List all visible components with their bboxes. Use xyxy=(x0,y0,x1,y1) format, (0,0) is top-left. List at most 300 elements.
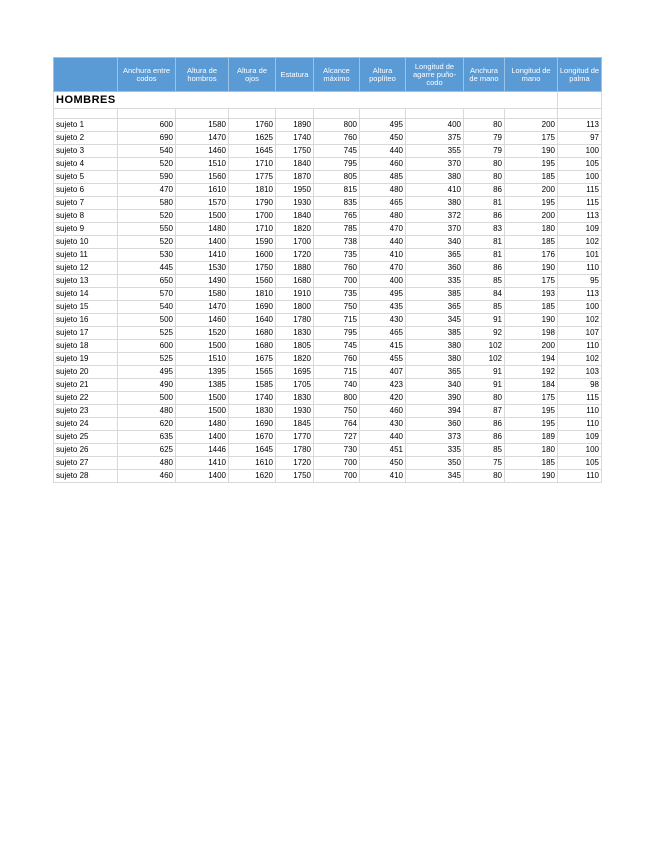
value-cell: 735 xyxy=(314,249,360,262)
value-cell: 190 xyxy=(505,145,558,158)
subject-label-cell: sujeto 3 xyxy=(54,145,118,158)
table-row xyxy=(54,431,602,444)
subject-label-cell: sujeto 9 xyxy=(54,223,118,236)
value-cell: 700 xyxy=(314,470,360,483)
value-cell: 430 xyxy=(360,418,406,431)
value-cell: 635 xyxy=(118,431,176,444)
value-cell: 1680 xyxy=(229,327,276,340)
value-cell: 185 xyxy=(505,171,558,184)
value-cell: 110 xyxy=(558,470,602,483)
subject-label-cell: sujeto 23 xyxy=(54,405,118,418)
table-row xyxy=(54,249,602,262)
subject-label-cell: sujeto 26 xyxy=(54,444,118,457)
value-cell: 400 xyxy=(406,119,464,132)
value-cell: 1690 xyxy=(229,418,276,431)
value-cell: 1845 xyxy=(276,418,314,431)
value-cell: 100 xyxy=(558,444,602,457)
value-cell: 460 xyxy=(360,405,406,418)
value-cell: 80 xyxy=(464,119,505,132)
value-cell: 1625 xyxy=(229,132,276,145)
value-cell: 365 xyxy=(406,249,464,262)
value-cell: 1400 xyxy=(176,470,229,483)
value-cell: 91 xyxy=(464,366,505,379)
header-cell-blank xyxy=(54,58,118,92)
value-cell: 1670 xyxy=(229,431,276,444)
value-cell: 115 xyxy=(558,392,602,405)
value-cell: 440 xyxy=(360,236,406,249)
value-cell: 103 xyxy=(558,366,602,379)
value-cell: 1580 xyxy=(176,119,229,132)
header-cell: Altura poplíteo xyxy=(360,58,406,92)
value-cell: 380 xyxy=(406,340,464,353)
value-cell: 1510 xyxy=(176,158,229,171)
value-cell: 1820 xyxy=(276,223,314,236)
value-cell: 430 xyxy=(360,314,406,327)
value-cell: 540 xyxy=(118,301,176,314)
value-cell: 750 xyxy=(314,301,360,314)
value-cell: 86 xyxy=(464,184,505,197)
value-cell: 200 xyxy=(505,184,558,197)
table-row xyxy=(54,262,602,275)
value-cell: 83 xyxy=(464,223,505,236)
subject-label-cell: sujeto 13 xyxy=(54,275,118,288)
header-cell: Anchura de mano xyxy=(464,58,505,92)
value-cell: 495 xyxy=(360,288,406,301)
value-cell: 1400 xyxy=(176,236,229,249)
value-cell: 1930 xyxy=(276,405,314,418)
value-cell: 110 xyxy=(558,262,602,275)
value-cell: 102 xyxy=(558,236,602,249)
value-cell: 102 xyxy=(558,353,602,366)
value-cell: 1610 xyxy=(229,457,276,470)
value-cell: 195 xyxy=(505,405,558,418)
value-cell: 1645 xyxy=(229,444,276,457)
value-cell: 465 xyxy=(360,197,406,210)
value-cell: 1930 xyxy=(276,197,314,210)
value-cell: 189 xyxy=(505,431,558,444)
table-row xyxy=(54,392,602,405)
value-cell: 380 xyxy=(406,197,464,210)
table-row xyxy=(54,145,602,158)
value-cell: 97 xyxy=(558,132,602,145)
subject-label-cell: sujeto 14 xyxy=(54,288,118,301)
value-cell: 485 xyxy=(360,171,406,184)
value-cell: 550 xyxy=(118,223,176,236)
value-cell: 1500 xyxy=(176,210,229,223)
value-cell: 86 xyxy=(464,210,505,223)
value-cell: 80 xyxy=(464,392,505,405)
value-cell: 690 xyxy=(118,132,176,145)
value-cell: 805 xyxy=(314,171,360,184)
value-cell: 80 xyxy=(464,171,505,184)
value-cell: 1805 xyxy=(276,340,314,353)
value-cell: 355 xyxy=(406,145,464,158)
value-cell: 470 xyxy=(360,223,406,236)
value-cell: 95 xyxy=(558,275,602,288)
value-cell: 394 xyxy=(406,405,464,418)
value-cell: 735 xyxy=(314,288,360,301)
subject-label-cell: sujeto 6 xyxy=(54,184,118,197)
value-cell: 407 xyxy=(360,366,406,379)
value-cell: 85 xyxy=(464,444,505,457)
value-cell: 1530 xyxy=(176,262,229,275)
header-cell: Anchura entre codos xyxy=(118,58,176,92)
value-cell: 1810 xyxy=(229,288,276,301)
value-cell: 113 xyxy=(558,288,602,301)
value-cell: 390 xyxy=(406,392,464,405)
value-cell: 620 xyxy=(118,418,176,431)
table-row xyxy=(54,197,602,210)
value-cell: 115 xyxy=(558,184,602,197)
table-row xyxy=(54,288,602,301)
table-row xyxy=(54,418,602,431)
value-cell: 192 xyxy=(505,366,558,379)
header-cell: Longitud de agarre puño-codo xyxy=(406,58,464,92)
value-cell: 80 xyxy=(464,470,505,483)
value-cell: 1840 xyxy=(276,210,314,223)
table-row xyxy=(54,457,602,470)
header-cell: Altura de hombros xyxy=(176,58,229,92)
value-cell: 470 xyxy=(360,262,406,275)
table-row xyxy=(54,327,602,340)
value-cell: 600 xyxy=(118,119,176,132)
value-cell: 1460 xyxy=(176,314,229,327)
table-row xyxy=(54,132,602,145)
value-cell: 795 xyxy=(314,158,360,171)
value-cell: 465 xyxy=(360,327,406,340)
table-row xyxy=(54,379,602,392)
value-cell: 1446 xyxy=(176,444,229,457)
value-cell: 1500 xyxy=(176,392,229,405)
value-cell: 745 xyxy=(314,145,360,158)
value-cell: 760 xyxy=(314,132,360,145)
value-cell: 91 xyxy=(464,314,505,327)
value-cell: 380 xyxy=(406,353,464,366)
value-cell: 1400 xyxy=(176,431,229,444)
value-cell: 1470 xyxy=(176,301,229,314)
value-cell: 1395 xyxy=(176,366,229,379)
value-cell: 760 xyxy=(314,262,360,275)
value-cell: 110 xyxy=(558,340,602,353)
subject-label-cell: sujeto 15 xyxy=(54,301,118,314)
value-cell: 109 xyxy=(558,431,602,444)
value-cell: 700 xyxy=(314,457,360,470)
value-cell: 410 xyxy=(406,184,464,197)
value-cell: 580 xyxy=(118,197,176,210)
subject-label-cell: sujeto 4 xyxy=(54,158,118,171)
value-cell: 785 xyxy=(314,223,360,236)
value-cell: 738 xyxy=(314,236,360,249)
value-cell: 750 xyxy=(314,405,360,418)
value-cell: 795 xyxy=(314,327,360,340)
value-cell: 1830 xyxy=(276,392,314,405)
value-cell: 115 xyxy=(558,197,602,210)
value-cell: 370 xyxy=(406,158,464,171)
value-cell: 375 xyxy=(406,132,464,145)
value-cell: 1510 xyxy=(176,353,229,366)
table-row xyxy=(54,171,602,184)
value-cell: 420 xyxy=(360,392,406,405)
value-cell: 80 xyxy=(464,158,505,171)
value-cell: 195 xyxy=(505,158,558,171)
subject-label-cell: sujeto 2 xyxy=(54,132,118,145)
value-cell: 340 xyxy=(406,379,464,392)
value-cell: 100 xyxy=(558,171,602,184)
value-cell: 520 xyxy=(118,236,176,249)
value-cell: 92 xyxy=(464,327,505,340)
value-cell: 365 xyxy=(406,301,464,314)
subject-label-cell: sujeto 1 xyxy=(54,119,118,132)
value-cell: 1560 xyxy=(229,275,276,288)
value-cell: 1790 xyxy=(229,197,276,210)
table-row xyxy=(54,119,602,132)
value-cell: 360 xyxy=(406,418,464,431)
value-cell: 1470 xyxy=(176,132,229,145)
value-cell: 1480 xyxy=(176,223,229,236)
subject-label-cell: sujeto 5 xyxy=(54,171,118,184)
value-cell: 520 xyxy=(118,158,176,171)
value-cell: 91 xyxy=(464,379,505,392)
value-cell: 1645 xyxy=(229,145,276,158)
value-cell: 102 xyxy=(464,340,505,353)
value-cell: 107 xyxy=(558,327,602,340)
subject-label-cell: sujeto 11 xyxy=(54,249,118,262)
subject-label-cell: sujeto 22 xyxy=(54,392,118,405)
value-cell: 1710 xyxy=(229,158,276,171)
value-cell: 175 xyxy=(505,132,558,145)
value-cell: 1675 xyxy=(229,353,276,366)
value-cell: 98 xyxy=(558,379,602,392)
value-cell: 835 xyxy=(314,197,360,210)
value-cell: 385 xyxy=(406,288,464,301)
subject-label-cell: sujeto 8 xyxy=(54,210,118,223)
value-cell: 360 xyxy=(406,262,464,275)
value-cell: 1570 xyxy=(176,197,229,210)
value-cell: 410 xyxy=(360,249,406,262)
value-cell: 1410 xyxy=(176,249,229,262)
value-cell: 1700 xyxy=(229,210,276,223)
value-cell: 1520 xyxy=(176,327,229,340)
value-cell: 195 xyxy=(505,418,558,431)
value-cell: 102 xyxy=(558,314,602,327)
value-cell: 1590 xyxy=(229,236,276,249)
subject-label-cell: sujeto 16 xyxy=(54,314,118,327)
value-cell: 455 xyxy=(360,353,406,366)
header-cell: Estatura xyxy=(276,58,314,92)
value-cell: 105 xyxy=(558,158,602,171)
value-cell: 1695 xyxy=(276,366,314,379)
value-cell: 764 xyxy=(314,418,360,431)
value-cell: 113 xyxy=(558,119,602,132)
value-cell: 1740 xyxy=(276,132,314,145)
value-cell: 190 xyxy=(505,262,558,275)
subject-label-cell: sujeto 19 xyxy=(54,353,118,366)
header-cell: Altura de ojos xyxy=(229,58,276,92)
value-cell: 380 xyxy=(406,171,464,184)
value-cell: 530 xyxy=(118,249,176,262)
value-cell: 727 xyxy=(314,431,360,444)
value-cell: 185 xyxy=(505,236,558,249)
value-cell: 195 xyxy=(505,197,558,210)
value-cell: 1460 xyxy=(176,145,229,158)
value-cell: 86 xyxy=(464,431,505,444)
value-cell: 650 xyxy=(118,275,176,288)
value-cell: 194 xyxy=(505,353,558,366)
table-row xyxy=(54,353,602,366)
value-cell: 500 xyxy=(118,314,176,327)
value-cell: 372 xyxy=(406,210,464,223)
value-cell: 85 xyxy=(464,275,505,288)
value-cell: 1750 xyxy=(276,145,314,158)
value-cell: 1770 xyxy=(276,431,314,444)
value-cell: 370 xyxy=(406,223,464,236)
table-row xyxy=(54,223,602,236)
value-cell: 1565 xyxy=(229,366,276,379)
value-cell: 410 xyxy=(360,470,406,483)
value-cell: 450 xyxy=(360,132,406,145)
blank-row xyxy=(54,109,602,119)
value-cell: 1610 xyxy=(176,184,229,197)
value-cell: 175 xyxy=(505,275,558,288)
value-cell: 345 xyxy=(406,470,464,483)
value-cell: 1700 xyxy=(276,236,314,249)
value-cell: 176 xyxy=(505,249,558,262)
value-cell: 480 xyxy=(360,210,406,223)
value-cell: 715 xyxy=(314,366,360,379)
value-cell: 100 xyxy=(558,301,602,314)
value-cell: 760 xyxy=(314,353,360,366)
table-row xyxy=(54,275,602,288)
value-cell: 1580 xyxy=(176,288,229,301)
value-cell: 190 xyxy=(505,314,558,327)
value-cell: 1710 xyxy=(229,223,276,236)
value-cell: 480 xyxy=(360,184,406,197)
value-cell: 1830 xyxy=(276,327,314,340)
subject-label-cell: sujeto 18 xyxy=(54,340,118,353)
value-cell: 815 xyxy=(314,184,360,197)
value-cell: 1705 xyxy=(276,379,314,392)
value-cell: 1680 xyxy=(276,275,314,288)
table-row xyxy=(54,184,602,197)
value-cell: 570 xyxy=(118,288,176,301)
value-cell: 86 xyxy=(464,262,505,275)
sheet-title: HOMBRES xyxy=(54,92,558,109)
value-cell: 350 xyxy=(406,457,464,470)
value-cell: 335 xyxy=(406,444,464,457)
value-cell: 440 xyxy=(360,145,406,158)
value-cell: 85 xyxy=(464,301,505,314)
value-cell: 1600 xyxy=(229,249,276,262)
value-cell: 190 xyxy=(505,470,558,483)
value-cell: 110 xyxy=(558,418,602,431)
value-cell: 200 xyxy=(505,210,558,223)
value-cell: 100 xyxy=(558,145,602,158)
value-cell: 765 xyxy=(314,210,360,223)
subject-label-cell: sujeto 10 xyxy=(54,236,118,249)
value-cell: 525 xyxy=(118,353,176,366)
value-cell: 1720 xyxy=(276,457,314,470)
value-cell: 1800 xyxy=(276,301,314,314)
value-cell: 200 xyxy=(505,119,558,132)
table-body xyxy=(54,119,602,483)
header-cell: Longitud de mano xyxy=(505,58,558,92)
value-cell: 500 xyxy=(118,392,176,405)
value-cell: 625 xyxy=(118,444,176,457)
value-cell: 340 xyxy=(406,236,464,249)
value-cell: 113 xyxy=(558,210,602,223)
value-cell: 1780 xyxy=(276,444,314,457)
value-cell: 79 xyxy=(464,132,505,145)
value-cell: 540 xyxy=(118,145,176,158)
value-cell: 1950 xyxy=(276,184,314,197)
table-row xyxy=(54,301,602,314)
value-cell: 81 xyxy=(464,197,505,210)
value-cell: 1385 xyxy=(176,379,229,392)
value-cell: 87 xyxy=(464,405,505,418)
value-cell: 79 xyxy=(464,145,505,158)
value-cell: 800 xyxy=(314,392,360,405)
value-cell: 1820 xyxy=(276,353,314,366)
value-cell: 102 xyxy=(464,353,505,366)
measurements-table xyxy=(53,57,602,483)
value-cell: 1750 xyxy=(276,470,314,483)
value-cell: 101 xyxy=(558,249,602,262)
value-cell: 385 xyxy=(406,327,464,340)
subject-label-cell: sujeto 21 xyxy=(54,379,118,392)
subject-label-cell: sujeto 25 xyxy=(54,431,118,444)
subject-label-cell: sujeto 17 xyxy=(54,327,118,340)
value-cell: 490 xyxy=(118,379,176,392)
subject-label-cell: sujeto 12 xyxy=(54,262,118,275)
table-row xyxy=(54,236,602,249)
value-cell: 600 xyxy=(118,340,176,353)
value-cell: 1690 xyxy=(229,301,276,314)
value-cell: 451 xyxy=(360,444,406,457)
value-cell: 1870 xyxy=(276,171,314,184)
table-row xyxy=(54,314,602,327)
subject-label-cell: sujeto 24 xyxy=(54,418,118,431)
empty-cell xyxy=(558,92,602,109)
value-cell: 1585 xyxy=(229,379,276,392)
spreadsheet xyxy=(53,57,601,483)
value-cell: 1780 xyxy=(276,314,314,327)
value-cell: 445 xyxy=(118,262,176,275)
value-cell: 365 xyxy=(406,366,464,379)
value-cell: 1490 xyxy=(176,275,229,288)
value-cell: 800 xyxy=(314,119,360,132)
header-cell: Alcance máximo xyxy=(314,58,360,92)
value-cell: 193 xyxy=(505,288,558,301)
value-cell: 185 xyxy=(505,457,558,470)
value-cell: 740 xyxy=(314,379,360,392)
value-cell: 495 xyxy=(360,119,406,132)
value-cell: 1890 xyxy=(276,119,314,132)
value-cell: 480 xyxy=(118,457,176,470)
value-cell: 1500 xyxy=(176,405,229,418)
value-cell: 105 xyxy=(558,457,602,470)
value-cell: 1750 xyxy=(229,262,276,275)
value-cell: 1680 xyxy=(229,340,276,353)
value-cell: 400 xyxy=(360,275,406,288)
value-cell: 198 xyxy=(505,327,558,340)
value-cell: 1500 xyxy=(176,340,229,353)
value-cell: 470 xyxy=(118,184,176,197)
header-row xyxy=(54,58,602,92)
value-cell: 1880 xyxy=(276,262,314,275)
value-cell: 1720 xyxy=(276,249,314,262)
value-cell: 109 xyxy=(558,223,602,236)
value-cell: 86 xyxy=(464,418,505,431)
